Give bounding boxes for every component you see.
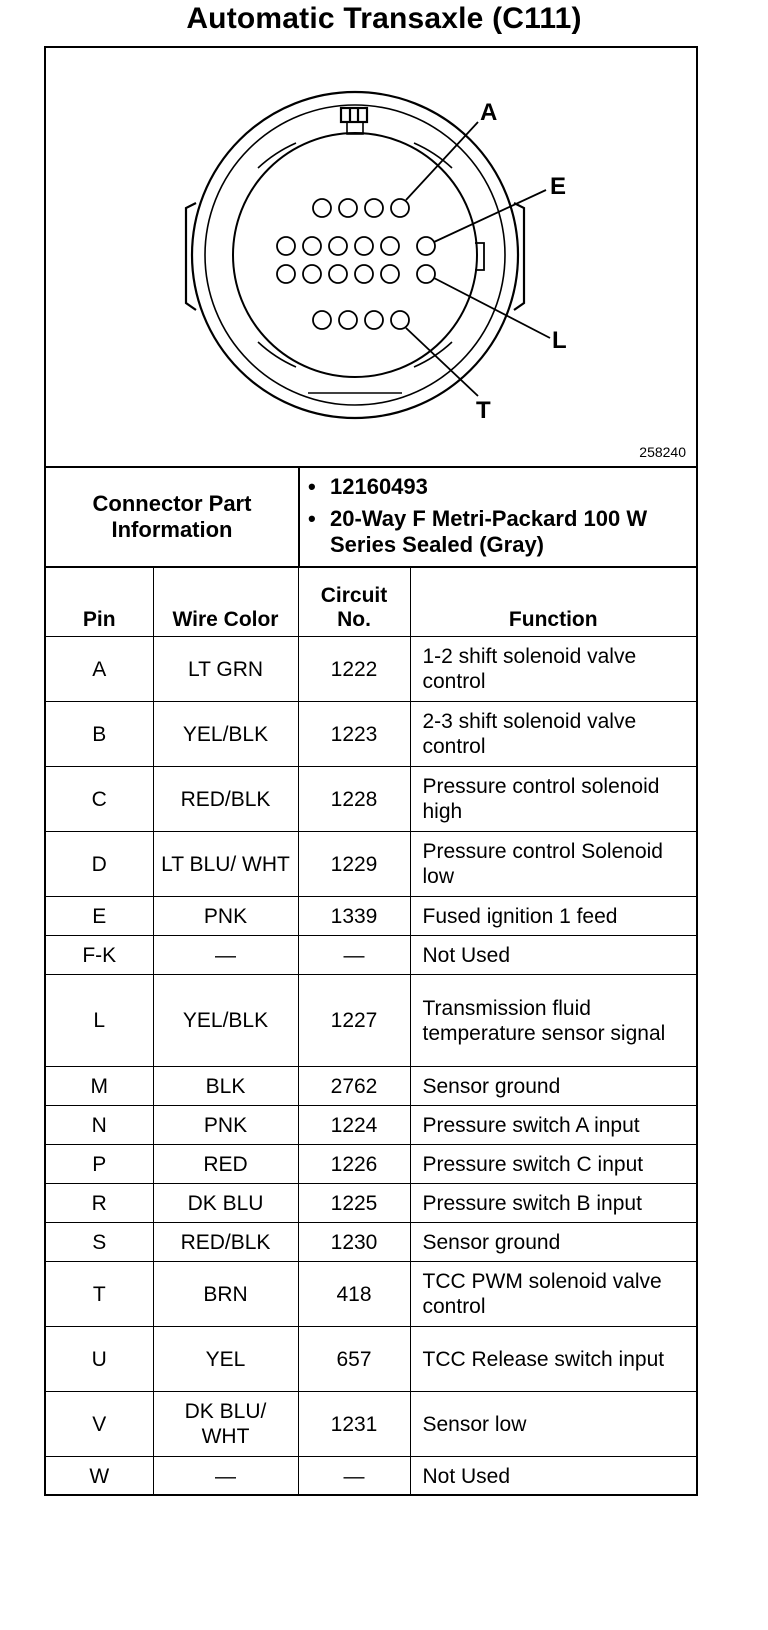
callout-l: L — [552, 327, 567, 354]
circuit-no-cell: — — [298, 1457, 410, 1496]
page-title: Automatic Transaxle (C111) — [186, 2, 582, 35]
circuit-no-cell: 2762 — [298, 1067, 410, 1106]
callout-e: E — [550, 173, 567, 200]
function-cell: Fused ignition 1 feed — [410, 897, 696, 936]
wire-color-cell: RED/BLK — [153, 767, 298, 832]
function-cell: Pressure control Solenoid low — [410, 832, 696, 897]
pinout-rows — [46, 637, 696, 1496]
wire-color-cell: YEL/BLK — [153, 702, 298, 767]
pin-cell: T — [46, 1262, 153, 1327]
circuit-no-cell: 1228 — [298, 767, 410, 832]
circuit-no-cell: 657 — [298, 1327, 410, 1392]
header-wire-color: Wire Color — [153, 568, 298, 637]
wire-color-cell: BLK — [153, 1067, 298, 1106]
function-cell: Pressure switch C input — [410, 1145, 696, 1184]
circuit-no-cell: 1230 — [298, 1223, 410, 1262]
table-row — [46, 832, 696, 897]
circuit-no-cell: 1226 — [298, 1145, 410, 1184]
circuit-no-cell: 1222 — [298, 637, 410, 702]
table-row — [46, 637, 696, 702]
wire-color-cell: RED/BLK — [153, 1223, 298, 1262]
table-row — [46, 1457, 696, 1496]
circuit-no-cell: 1227 — [298, 975, 410, 1067]
pin-cell: L — [46, 975, 153, 1067]
pin-cell: S — [46, 1223, 153, 1262]
table-row — [46, 1262, 696, 1327]
function-cell: TCC Release switch input — [410, 1327, 696, 1392]
pin-cell: E — [46, 897, 153, 936]
table-row — [46, 1327, 696, 1392]
table-row — [46, 1184, 696, 1223]
wire-color-cell: BRN — [153, 1262, 298, 1327]
connector-card — [44, 46, 698, 1496]
circuit-no-cell: 1231 — [298, 1392, 410, 1457]
function-cell: Transmission fluid temperature sensor signal — [410, 975, 696, 1067]
table-row — [46, 1392, 696, 1457]
connector-face-diagram — [46, 48, 696, 466]
pin-cell: P — [46, 1145, 153, 1184]
function-cell: Pressure control solenoid high — [410, 767, 696, 832]
connector-latch — [341, 108, 367, 122]
connector-insert — [233, 133, 477, 377]
function-cell: Sensor ground — [410, 1067, 696, 1106]
wire-color-cell: — — [153, 1457, 298, 1496]
function-cell: 1-2 shift solenoid valve control — [410, 637, 696, 702]
connector-inner-shell — [205, 105, 505, 405]
header-function: Function — [410, 568, 696, 637]
circuit-no-cell: 1229 — [298, 832, 410, 897]
table-row — [46, 936, 696, 975]
connector-info-list — [308, 474, 688, 564]
function-cell: TCC PWM solenoid valve control — [410, 1262, 696, 1327]
connector-figure — [46, 48, 696, 468]
circuit-no-cell: — — [298, 936, 410, 975]
bullet-icon: • — [308, 506, 316, 531]
pin-cell: F-K — [46, 936, 153, 975]
pin-cell: D — [46, 832, 153, 897]
callout-leaders — [406, 122, 550, 396]
table-header-row — [46, 568, 696, 637]
pin-cell: U — [46, 1327, 153, 1392]
function-cell: Sensor ground — [410, 1223, 696, 1262]
function-cell: Pressure switch A input — [410, 1106, 696, 1145]
wire-color-cell: — — [153, 936, 298, 975]
pin-cell: B — [46, 702, 153, 767]
function-cell: Pressure switch B input — [410, 1184, 696, 1223]
connector-info-label: Connector Part Information — [46, 468, 300, 566]
pin-cell: W — [46, 1457, 153, 1496]
table-row — [46, 897, 696, 936]
function-cell: Not Used — [410, 936, 696, 975]
circuit-no-cell: 418 — [298, 1262, 410, 1327]
wire-color-cell: LT BLU/ WHT — [153, 832, 298, 897]
function-cell: 2-3 shift solenoid valve control — [410, 702, 696, 767]
function-cell: Sensor low — [410, 1392, 696, 1457]
wire-color-cell: YEL — [153, 1327, 298, 1392]
function-cell: Not Used — [410, 1457, 696, 1496]
pin-cell: N — [46, 1106, 153, 1145]
circuit-no-cell: 1225 — [298, 1184, 410, 1223]
circuit-no-cell: 1339 — [298, 897, 410, 936]
wire-color-cell: PNK — [153, 1106, 298, 1145]
table-row — [46, 1223, 696, 1262]
wire-color-cell: DK BLU/ WHT — [153, 1392, 298, 1457]
connector-info — [46, 468, 696, 568]
pin-cell: V — [46, 1392, 153, 1457]
figure-id: 258240 — [639, 444, 686, 460]
pinout-table — [46, 568, 696, 1496]
pin-cell: A — [46, 637, 153, 702]
circuit-no-cell: 1224 — [298, 1106, 410, 1145]
circuit-no-cell: 1223 — [298, 702, 410, 767]
table-row — [46, 1067, 696, 1106]
connector-outer-shell — [192, 92, 518, 418]
pin-cell: M — [46, 1067, 153, 1106]
table-row — [46, 1145, 696, 1184]
table-row — [46, 702, 696, 767]
pin-cell: C — [46, 767, 153, 832]
callout-t: T — [476, 397, 491, 424]
wire-color-cell: PNK — [153, 897, 298, 936]
pin-cavities — [277, 199, 435, 329]
table-row — [46, 975, 696, 1067]
wire-color-cell: RED — [153, 1145, 298, 1184]
connector-info-item: • 12160493 — [308, 474, 428, 499]
bullet-icon: • — [308, 474, 316, 499]
wire-color-cell: DK BLU — [153, 1184, 298, 1223]
header-circuit-no: Circuit No. — [298, 568, 410, 637]
table-row — [46, 767, 696, 832]
header-pin: Pin — [46, 568, 153, 637]
callout-a: A — [480, 99, 498, 126]
wire-color-cell: LT GRN — [153, 637, 298, 702]
table-row — [46, 1106, 696, 1145]
connector-info-item: • 20-Way F Metri-Packard 100 W Series Sealed (Gray) — [308, 506, 648, 557]
pin-cell: R — [46, 1184, 153, 1223]
wire-color-cell: YEL/BLK — [153, 975, 298, 1067]
